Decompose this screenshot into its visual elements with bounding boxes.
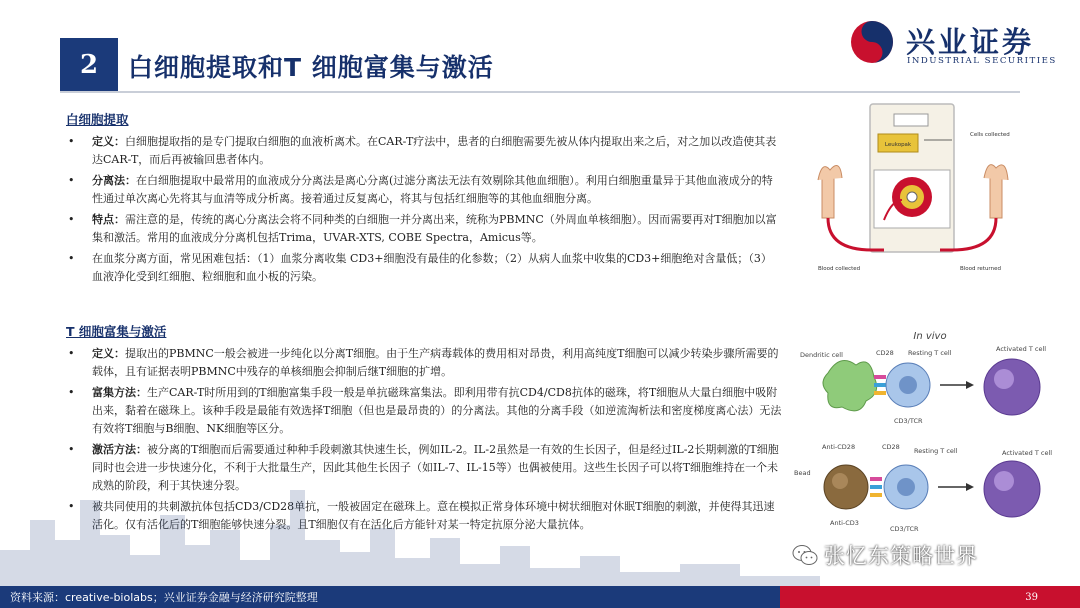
list-item: • 在血浆分离方面，常见困难包括：（1）血浆分离收集 CD3+细胞没有最佳的化参数；（2）从病人血浆中收集的CD3+细胞绝对含量低；（3）血液净化受到红细胞、粒细胞和血小板的污染。 bbox=[66, 250, 782, 286]
cells-collected-label: Cells collected bbox=[970, 132, 1010, 138]
wechat-watermark bbox=[792, 540, 978, 570]
company-logo bbox=[850, 18, 1070, 70]
logo-mark-icon bbox=[850, 20, 894, 64]
list-item: • 定义：白细胞提取指的是专门提取白细胞的血液析离术。在CAR-T疗法中，患者的白细胞需要先被从体内提取出来之后，对之加以改造使其表达CAR-T，而后再被输回患者体内。 bbox=[66, 133, 782, 169]
watermark-text: 张忆东策略世界 bbox=[824, 544, 978, 568]
apheresis-diagram bbox=[812, 100, 1012, 280]
header-divider bbox=[60, 91, 1020, 93]
anti-cd28-label: Anti-CD28 bbox=[822, 443, 856, 451]
bead-label: Bead bbox=[794, 469, 811, 477]
blood-returned-label: Blood returned bbox=[960, 266, 1001, 272]
cd28-bottom-label: CD28 bbox=[882, 443, 900, 451]
source-note: 资料来源：creative-biolabs；兴业证券金融与经济研究院整理 bbox=[10, 591, 318, 604]
section-number: 2 bbox=[60, 38, 118, 92]
tcell-activation-diagram bbox=[790, 325, 1080, 550]
bullet-list-leukocyte bbox=[66, 133, 782, 289]
list-item: • 定义：提取出的PBMNC一般会被进一步纯化以分离T细胞。由于生产病毒载体的费用相对昂贵，利用高纯度T细胞可以减少转染步骤所需要的载体，且有证据表明PBMNC中残存的单核细胞会抑制后继T细胞的扩增。 bbox=[66, 345, 782, 381]
leukopak-label: Leukopak bbox=[884, 142, 912, 148]
city-skyline-decoration bbox=[0, 480, 820, 590]
in-vivo-label: In vivo bbox=[913, 331, 947, 342]
page-number: 39 bbox=[1025, 592, 1038, 603]
dendritic-cell-label: Dendritic cell bbox=[800, 351, 843, 359]
anti-cd3-label: Anti-CD3 bbox=[830, 519, 859, 527]
list-item: • 分离法：在白细胞提取中最常用的血液成分分离法是离心分离(过滤分离法无法有效剔除其他血细胞）。利用白细胞重量异于其他血液成分的特性通过单次离心先将其与血清等成分析离。接着通过反复离心，将其与包括红细胞等的其他血细胞分离。 bbox=[66, 172, 782, 208]
list-item: • 富集方法：生产CAR-T时所用到的T细胞富集手段一般是单抗磁珠富集法。即利用带有抗CD4/CD8抗体的磁珠，将T细胞从大量白细胞中吸附出来，黏着在磁珠上。该种手段是最能有效选择T细胞（但也是最昂贵的）的分离法。其他的分离手段（如逆流淘析法和密度梯度离心法）无法有效将T细胞与B细胞、NK细胞等区分。 bbox=[66, 384, 782, 438]
section-heading-tcell-enrichment: T 细胞富集与激活 bbox=[66, 324, 167, 339]
activated-tcell-bottom-label: Activated T cell bbox=[1002, 449, 1053, 457]
resting-tcell-top-label: Resting T cell bbox=[908, 349, 952, 357]
list-item: • 被共同使用的共刺激抗体包括CD3/CD28单抗，一般被固定在磁珠上。意在模拟正常身体环境中树状细胞对休眠T细胞的刺激，并使得其迅速活化。仅有活化后的T细胞能够快速分裂。且T细胞仅有在活化后方能针对某一特定抗原分泌大量抗体。 bbox=[66, 498, 782, 534]
page-title: 白细胞提取和T 细胞富集与激活 bbox=[128, 53, 494, 82]
cd3-tcr-bottom-label: CD3/TCR bbox=[890, 525, 919, 533]
cd28-top-label: CD28 bbox=[876, 349, 894, 357]
section-heading-leukocyte-extraction: 白细胞提取 bbox=[66, 112, 129, 127]
logo-chinese-name: 兴业证券 bbox=[906, 25, 1035, 59]
activated-tcell-top-label: Activated T cell bbox=[996, 345, 1047, 353]
resting-tcell-bottom-label: Resting T cell bbox=[914, 447, 958, 455]
list-item: • 特点：需注意的是，传统的离心分离法会将不同种类的白细胞一并分离出来，统称为PBMNC（外周血单核细胞）。因而需要再对T细胞加以富集和激活。常用的血液成分分离机包括Trima，UVAR-XTS, COBE Spectra，Amicus等。 bbox=[66, 211, 782, 247]
blood-collected-label: Blood collected bbox=[818, 266, 861, 272]
cd3-tcr-top-label: CD3/TCR bbox=[894, 417, 923, 425]
wechat-icon bbox=[792, 544, 818, 566]
logo-english-name: INDUSTRIAL SECURITIES bbox=[907, 56, 1057, 66]
list-item: • 激活方法：被分离的T细胞而后需要通过种种手段刺激其快速生长，例如IL-2。IL-2虽然是一有效的生长因子，但是经过IL-2长期刺激的T细胞同时也会进一步快速分化，不利于大批量生产，因此其他生长因子（如IL-7、IL-15等）也偶被使用。这些生长因子可以将T细胞维持在一个未成熟的阶段，利于其快速分裂。 bbox=[66, 441, 782, 495]
